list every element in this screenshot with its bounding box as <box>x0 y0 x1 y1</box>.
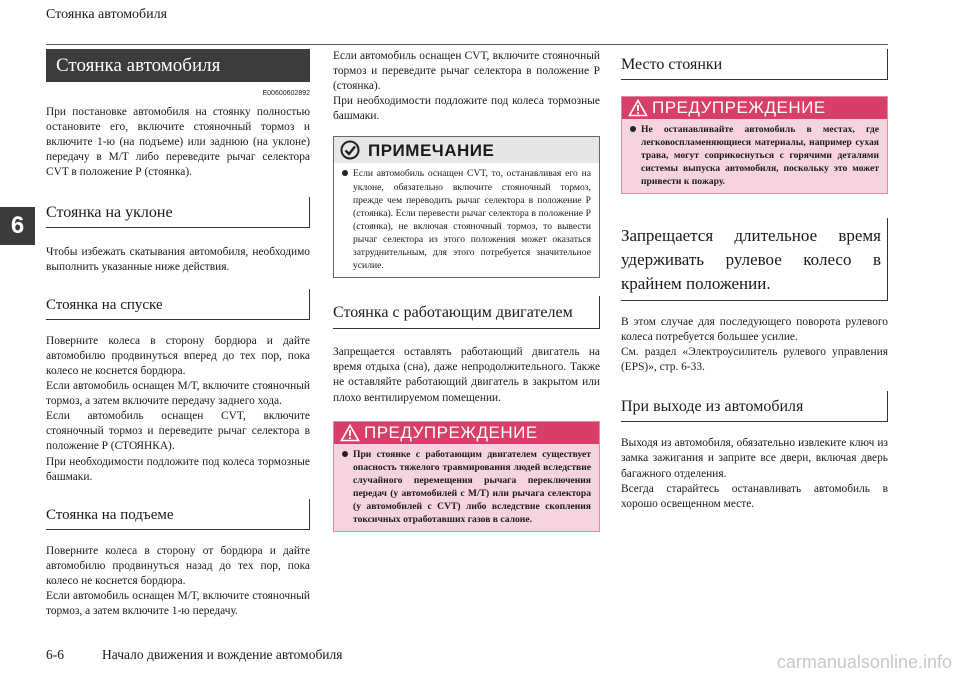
warning-item <box>342 448 591 526</box>
downhill-heading: Стоянка на спуске <box>46 289 310 320</box>
warning-text: Не останавливайте автомобиль в местах, где легковоспламеняющиеся материалы, например сухая трава, могут соприкоснуться с горячими деталями системы выпуска автомобиля, поскольку это может привести к пожару. <box>641 124 879 187</box>
bullet-icon <box>630 126 636 132</box>
uphill-paragraph-2: Если автомобиль оснащен М/Т, включите стояночный тормоз, а затем включите 1-ю передачу. <box>46 589 310 618</box>
watermark: carmanualsonline.info <box>776 652 952 672</box>
uphill-heading: Стоянка на подъеме <box>46 499 310 530</box>
note-header <box>334 137 599 163</box>
place-heading: Место стоянки <box>621 49 888 80</box>
warning-title: ПРЕДУПРЕЖДЕНИЕ <box>364 423 538 443</box>
downhill-paragraph-3: Если автомобиль оснащен CVT, включите стояночный тормоз и переведите рычаг селектора в положение Р (СТОЯНКА). <box>46 410 310 453</box>
note-title: ПРИМЕЧАНИЕ <box>368 140 495 160</box>
engine-heading: Стоянка с работающим двигателем <box>333 296 600 329</box>
exit-paragraph-1: Выходя из автомобиля, обязательно извлеките ключ из замка зажигания и заприте все двери, включая дверь багажного отделения. <box>621 437 888 480</box>
note-box <box>333 136 600 278</box>
intro-paragraph: При постановке автомобиля на стоянку полностью остановите его, включите стояночный тормоз и включите 1-ю (на подъеме) или заднюю (на уклоне) передачу в М/Т либо переведите рычаг селектора CVT в положение Р (стоянка). <box>46 106 310 179</box>
downhill-paragraph-4: При необходимости подложите под колеса тормозные башмаки. <box>46 455 310 483</box>
warning-box <box>333 421 600 532</box>
uphill-paragraph-1: Поверните колеса в сторону от бордюра и дайте автомобилю продвинуться назад до тех пор, пока колесо не коснется бордюра. <box>46 544 310 587</box>
slope-paragraph: Чтобы избежать скатывания автомобиля, необходимо выполнить указанные ниже действия. <box>46 245 310 273</box>
header-divider <box>46 44 888 45</box>
column-middle <box>333 49 600 532</box>
warning-item <box>630 123 879 188</box>
steering-paragraph-2: См. раздел «Электроусилитель рулевого управления (EPS)», стр. 6-33. <box>621 346 888 374</box>
chocks-paragraph: При необходимости подложите под колеса тормозные башмаки. <box>333 95 600 123</box>
page-number: 6-6 <box>46 647 64 662</box>
footer-section-title: Начало движения и вождение автомобиля <box>102 647 343 662</box>
running-header: Стоянка автомобиля <box>46 7 168 22</box>
note-check-icon <box>340 140 360 160</box>
document-code: E00600602892 <box>262 90 310 97</box>
warning-box <box>621 96 888 194</box>
steering-heading: Запрещается длительное время удерживать рулевое колесо в крайнем положении. <box>621 218 888 301</box>
bullet-icon <box>342 451 348 457</box>
note-text: Если автомобиль оснащен CVT, то, останавливая его на уклоне, обязательно включите стояночный тормоз, прежде чем переводить рычаг селектора в положение Р (стоянка). Если перевести рычаг селектора в положение Р (стоянка), не включая стояночный тормоз, то вывести рычаг селектора из этого положения может оказаться затруднительным, для этого потребуется значительное усилие. <box>353 168 591 272</box>
warning-header <box>622 97 887 119</box>
column-right <box>621 49 888 512</box>
exit-paragraph-2: Всегда старайтесь останавливать автомобиль в хорошо освещенном месте. <box>621 482 888 510</box>
section-heading: Стоянка автомобиля <box>46 49 310 82</box>
bullet-icon <box>342 170 348 176</box>
warning-triangle-icon <box>628 99 648 117</box>
slope-heading: Стоянка на уклоне <box>46 197 310 228</box>
cvt-paragraph: Если автомобиль оснащен CVT, включите стояночный тормоз и переведите рычаг селектора в положение Р (стоянка). <box>333 50 600 93</box>
exit-heading: При выходе из автомобиля <box>621 391 888 422</box>
warning-triangle-icon <box>340 424 360 442</box>
note-item <box>342 167 591 272</box>
warning-header <box>334 422 599 444</box>
chapter-tab[interactable]: 6 <box>0 207 35 245</box>
warning-text: При стоянке с работающим двигателем существует опасность тяжелого травмирования людей вследствие случайного перемещения рычага переключения передач (у автомобилей с М/Т) или рычага селектора (у автомобилей с CVT) либо вследствие скопления токсичных отработавших газов в салоне. <box>353 448 591 525</box>
column-left <box>46 49 310 619</box>
downhill-paragraph-1: Поверните колеса в сторону бордюра и дайте автомобилю продвинуться вперед до тех пор, пока колесо не коснется бордюра. <box>46 334 310 377</box>
engine-paragraph: Запрещается оставлять работающий двигатель на время отдыха (сна), даже непродолжительного. Также не оставляйте работающий двигатель в закрытом или плохо вентилируемом помещении. <box>333 346 600 404</box>
warning-title: ПРЕДУПРЕЖДЕНИЕ <box>652 98 826 118</box>
steering-paragraph-1: В этом случае для последующего поворота рулевого колеса потребуется большее усилие. <box>621 316 888 344</box>
downhill-paragraph-2: Если автомобиль оснащен М/Т, включите стояночный тормоз, а затем включите передачу заднего хода. <box>46 380 310 408</box>
